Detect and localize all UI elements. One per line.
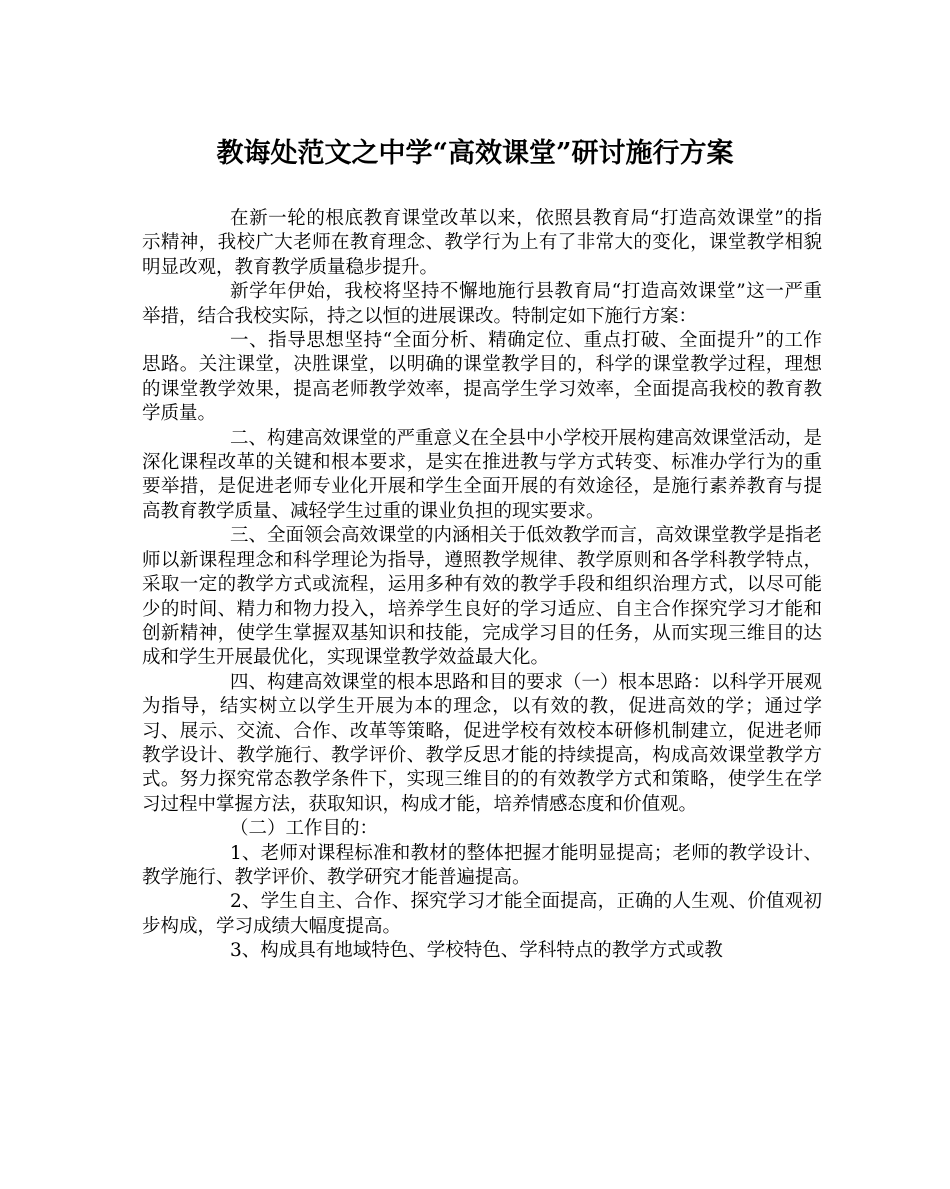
paragraph-guiding-ideology: 一、指导思想坚持“全面分析、精确定位、重点打破、全面提升”的工作思路。关注课堂，决胜课堂，以明确的课堂教学目的，科学的课堂教学过程，理想的课堂教学效果，提高老师教学效率，提高学生学习效率，全面提高我校的教育教学质量。	[142, 330, 822, 425]
paragraph-new-term: 新学年伊始，我校将坚持不懈地施行县教育局“打造高效课堂”这一严重举措，结合我校实际，持之以恒的进展课改。特制定如下施行方案：	[142, 281, 822, 327]
paragraph-connotation: 三、全面领会高效课堂的内涵相关于低效教学而言，高效课堂教学是指老师以新课程理念和科学理论为指导，遵照教学规律、教学原则和各学科教学特点，采取一定的教学方式或流程，运用多种有效的教学手段和组织治理方式，以尽可能少的时间、精力和物力投入，培养学生良好的学习适应、自主合作探究学习才能和创新精神，使学生掌握双基知识和技能，完成学习目的任务，从而实现三维目的达成和学生开展最优化，实现课堂教学效益最大化。	[142, 525, 823, 669]
paragraph-goal-1: 1、老师对课程标准和教材的整体把握才能明显提高；老师的教学设计、教学施行、教学评价、教学研究才能普遍提高。	[142, 842, 822, 888]
document-title: 教诲处范文之中学“高效课堂”研讨施行方案	[216, 138, 734, 169]
paragraph-goal-3: 3、构成具有地域特色、学校特色、学科特点的教学方式或教	[230, 940, 723, 962]
document-body	[142, 207, 822, 964]
paragraph-goal-2: 2、学生自主、合作、探究学习才能全面提高，正确的人生观、价值观初步构成，学习成绩大幅度提高。	[142, 891, 822, 937]
paragraph-basic-approach: 四、构建高效课堂的根本思路和目的要求（一）根本思路：以科学开展观为指导，结实树立以学生开展为本的理念，以有效的教，促进高效的学；通过学习、展示、交流、合作、改革等策略，促进学校有效校本研修机制建立，促进老师教学设计、教学施行、教学评价、教学反思才能的持续提高，构成高效课堂教学方式。努力探究常态教学条件下，实现三维目的的有效教学方式和策略，使学生在学习过程中掌握方法，获取知识，构成才能，培养情感态度和价值观。	[142, 671, 823, 815]
paragraph-work-goals-heading: （二）工作目的：	[230, 818, 379, 840]
paragraph-significance: 二、构建高效课堂的严重意义在全县中小学校开展构建高效课堂活动，是深化课程改革的关键和根本要求，是实在推进教与学方式转变、标准办学行为的重要举措，是促进老师专业化开展和学生全面开展的有效途径，是施行素养教育与提高教育教学质量、减轻学生过重的课业负担的现实要求。	[142, 427, 823, 522]
paragraph-intro: 在新一轮的根底教育课堂改革以来，依照县教育局“打造高效课堂”的指示精神，我校广大老师在教育理念、教学行为上有了非常大的变化，课堂教学相貌明显改观，教育教学质量稳步提升。	[142, 208, 822, 278]
